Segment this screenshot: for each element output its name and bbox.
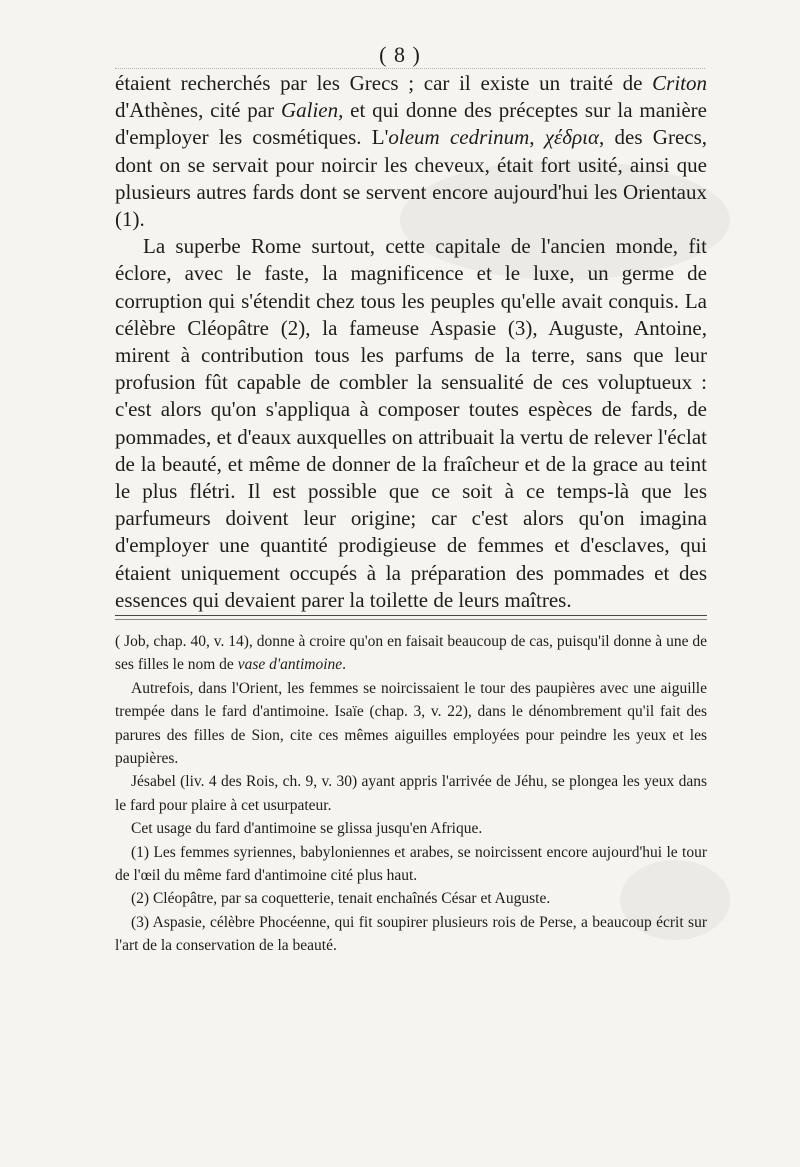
- paragraph-1-part-c: d'Athènes, cité par: [115, 98, 281, 123]
- footnotes: [115, 630, 707, 958]
- footnote-afrique: Cet usage du fard d'antimoine se glissa jusqu'en Afrique.: [131, 820, 483, 838]
- footnote-2: (2) Cléopâtre, par sa coquetterie, tenait enchaînés César et Auguste.: [131, 890, 551, 908]
- footnote-3: (3) Aspasie, célèbre Phocéenne, qui fit soupirer plusieurs rois de Perse, a beaucoup écrit sur l'art de la conservation de la beauté.: [115, 913, 707, 955]
- galien-name: Galien,: [280, 98, 344, 123]
- greek-term: χέδρια: [544, 125, 600, 150]
- footnote-continuation: [115, 630, 707, 677]
- footnote-continuation-part-c: .: [342, 656, 347, 674]
- footnote-orient: Autrefois, dans l'Orient, les femmes se noircissaient le tour des paupières avec une aiguille trempée dans le fard d'antimoine. Isaïe (chap. 3, v. 22), dans le dénombrement qu'il fait des parures des filles de Sion, cite ces mêmes aiguilles employées pour peindre les yeux et les paupières.: [115, 679, 707, 768]
- main-text: [115, 70, 707, 614]
- paragraph-1-part-e: et qui donne des préceptes sur la manière d'employer les cosmétiques. L': [115, 98, 707, 150]
- footnote-rule-secondary: [115, 619, 707, 620]
- paragraph-1-part-g: ,: [529, 125, 545, 150]
- vase-d-antimoine-term: vase d'antimoine: [237, 656, 343, 674]
- footnote-rule: [115, 615, 707, 616]
- oleum-cedrinum-term: oleum cedrinum: [388, 125, 530, 150]
- paragraph-2: La superbe Rome surtout, cette capitale de l'ancien monde, fit éclore, avec le faste, la magnificence et le luxe, un germe de corruption qui s'étendit chez tous les peuples qu'elle avait conquis. La célèbre Cléopâtre (2), la fameuse Aspasie (3), Auguste, Antoine, mirent à contribution tous les parfums de la terre, sans que leur profusion fût capable de combler la sensualité de ces voluptueux : c'est alors qu'on s'appliqua à composer toutes espèces de fards, de pommades, et d'eaux auxquelles on attribuait la vertu de relever l'éclat de la beauté, et même de donner de la fraîcheur et de la grace au teint le plus flétri. Il est possible que ce soit à ce temps-là que les parfumeurs doivent leur origine; car c'est alors qu'on imagina d'employer une quantité prodigieuse de femmes et d'esclaves, qui étaient uniquement occupés à la préparation des pommades et des essences qui devaient parer la toilette de leurs maîtres.: [115, 234, 707, 612]
- header-rule: [115, 68, 705, 69]
- paragraph-1-part-i: , des Grecs, dont on se servait pour noircir les cheveux, était fort usité, ainsi que plusieurs autres fards dont se servent encore aujourd'hui les Orientaux (1).: [115, 125, 708, 232]
- footnote-1: (1) Les femmes syriennes, babyloniennes et arabes, se noircissent encore aujourd'hui le tour de l'œil du même fard d'antimoine cité plus haut.: [115, 843, 707, 885]
- footnote-jesabel: Jésabel (liv. 4 des Rois, ch. 9, v. 30) ayant appris l'arrivée de Jéhu, se plongea les yeux dans le fard pour plaire à cet usurpateur.: [115, 773, 707, 814]
- page-number: ( 8 ): [379, 42, 421, 67]
- criton-name: Criton: [652, 71, 707, 95]
- paragraph-1-part-a: étaient recherchés par les Grecs ; car il existe un traité de: [115, 71, 653, 95]
- footnote-continuation-part-a: ( Job, chap. 40, v. 14), donne à croire qu'on en faisait beaucoup de cas, puisqu'il donne à une de ses filles le nom de: [115, 633, 707, 674]
- paragraph-1: [115, 70, 707, 233]
